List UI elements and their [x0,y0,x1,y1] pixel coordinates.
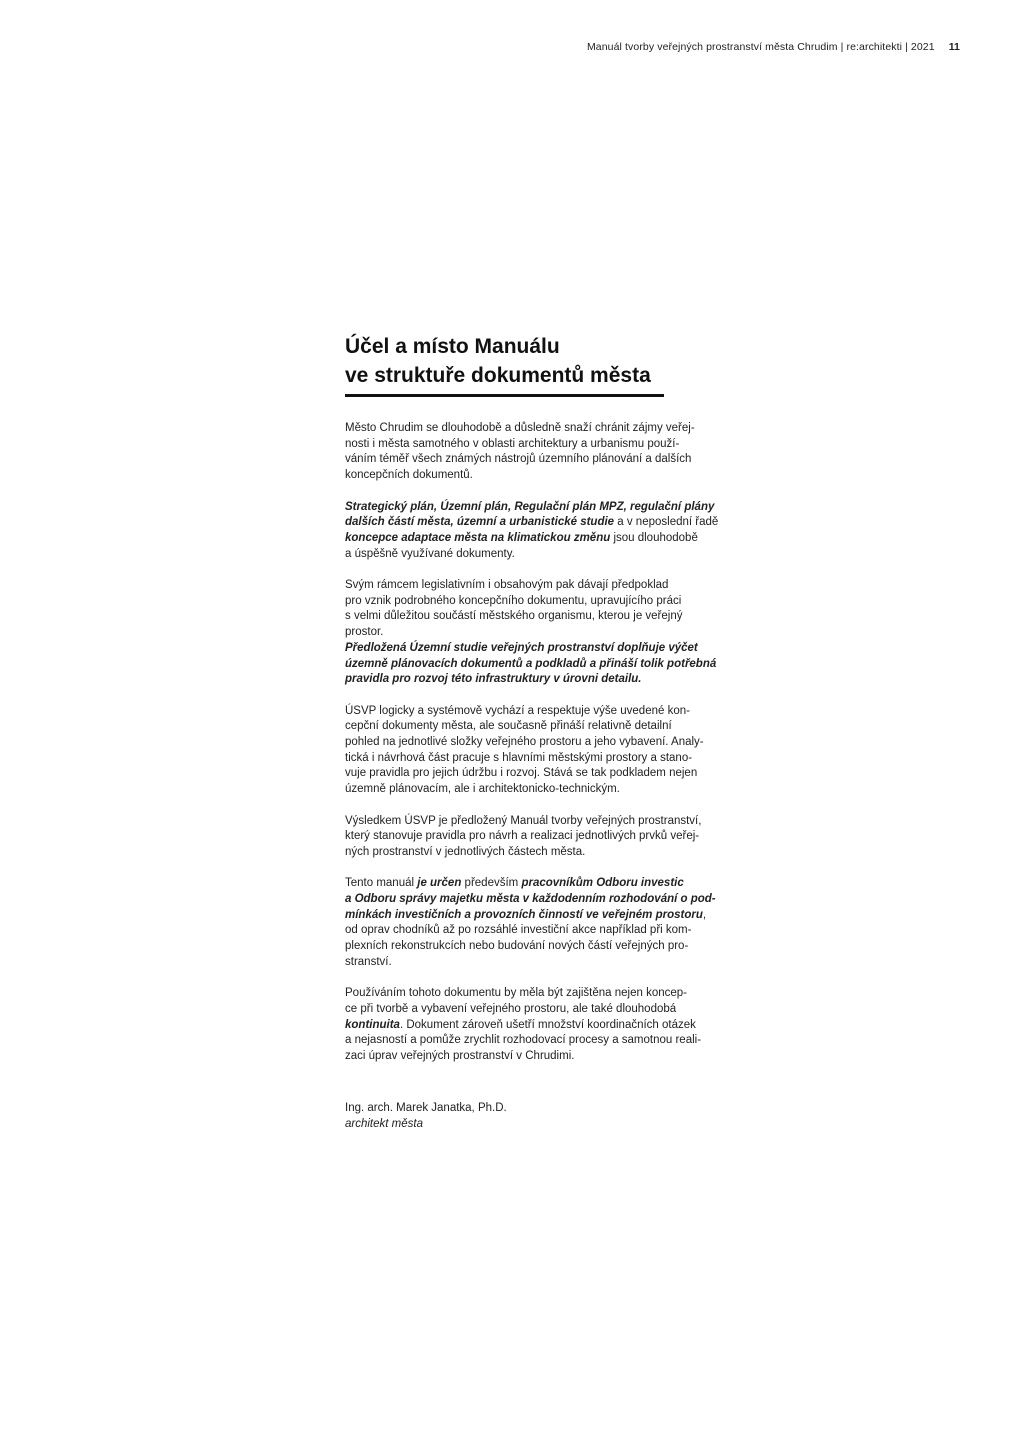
text-line: Strategický plán, Územní plán, Regulační plán MPZ, regulační plány [345,500,715,513]
title-underline [345,394,664,397]
signature-name: Ing. arch. Marek Janatka, Ph.D. [345,1102,507,1114]
paragraph-documents [345,500,745,563]
text-line: Používáním tohoto dokumentu by měla být zajištěna nejen koncep- [345,987,688,1000]
signature-role: architekt města [345,1117,423,1130]
text-line: pravidla pro rozvoj této infrastruktury v úrovni detailu. [345,673,642,686]
text-line: nosti i města samotného v oblasti architektury a urbanismu použí- [345,437,680,450]
emphasis: je určen [417,877,462,890]
text-line [345,1018,745,1034]
text-run: . Dokument zároveň ušetří množství koordinačních otázek [399,1018,696,1031]
emphasis: dalších částí města, územní a urbanistické studie [345,516,615,529]
text-line [345,515,745,531]
text-line [345,531,745,547]
paragraph-framework [345,578,745,641]
text-line: pro vznik podrobného koncepčního dokumentu, upravujícího práci [345,594,682,607]
text-run: především [461,877,522,890]
paragraph-study-emphasis [345,641,745,688]
text-line: ce při tvorbě a vybavení veřejného prostoru, ale také dlouhodobá [345,1002,677,1015]
text-line: a nejasností a pomůže zrychlit rozhodovací procesy a samotnou reali- [345,1034,702,1047]
text-run: , [702,908,707,921]
text-line: od oprav chodníků až po rozsáhlé investiční akce například při kom- [345,924,692,937]
text-line: územně plánovacích dokumentů a podkladů a přináší tolik potřebná [345,657,717,670]
text-line: vuje pravidla pro jejich údržbu i rozvoj. Stává se tak podkladem nejen [345,767,698,780]
title-line-1: Účel a místo Manuálu [345,335,560,358]
text-line: a Odboru správy majetku města v každodenním rozhodování o pod- [345,893,716,906]
text-line: tická i návrhová část pracuje s hlavními městskými prostory a stano- [345,751,693,764]
text-line: plexních rekonstrukcích nebo budování nových částí veřejných pro- [345,940,689,953]
text-run: Tento manuál [345,877,418,890]
page-number: 11 [948,41,960,53]
running-header [587,41,960,53]
emphasis: kontinuita [345,1018,400,1031]
paragraph-result [345,814,745,861]
text-line [345,908,745,924]
text-line: stranství. [345,955,392,968]
text-line: ÚSVP logicky a systémově vychází a respektuje výše uvedené kon- [345,704,690,717]
header-text: Manuál tvorby veřejných prostranství města Chrudim | re:architekti | 2021 [586,41,935,53]
text-line: prostor. [345,626,384,639]
text-line: pohled na jednotlivé složky veřejného prostoru a jeho vybavení. Analy- [345,736,704,749]
text-run: a v neposlední řadě [614,516,719,529]
emphasis: mínkách investičních a provozních činností ve veřejném prostoru [345,908,703,921]
page-title [345,332,745,390]
text-line: cepční dokumenty města, ale současně přináší relativně detailní [345,720,672,733]
signature-block [345,1101,507,1132]
text-line: koncepčních dokumentů. [345,469,473,482]
main-content [345,332,745,1080]
paragraph-usvp [345,704,745,798]
emphasis: koncepce adaptace města na klimatickou změnu [345,531,611,544]
paragraph-intro [345,421,745,484]
text-run: jsou dlouhodobě [610,531,698,544]
text-line [345,876,745,892]
title-line-2: ve struktuře dokumentů města [345,364,651,387]
text-line: zaci úprav veřejných prostranství v Chrudimi. [345,1050,575,1063]
paragraph-audience [345,876,745,970]
text-line: Svým rámcem legislativním i obsahovým pak dávají předpoklad [345,579,669,591]
emphasis: pracovníkům Odboru investic [521,877,684,890]
text-line: ných prostranství v jednotlivých částech města. [345,845,586,858]
text-line: s velmi důležitou součástí městského organismu, kterou je veřejný [345,610,683,623]
text-line: který stanovuje pravidla pro návrh a realizaci jednotlivých prvků veřej- [345,830,700,843]
text-line: Předložená Územní studie veřejných prostranství doplňuje výčet [345,641,698,654]
paragraph-continuity [345,986,745,1065]
text-line: váním téměř všech známých nástrojů územního plánování a dalších [345,453,692,466]
text-line: územně plánovacím, ale i architektonicko-technickým. [345,783,620,796]
text-line: Město Chrudim se dlouhodobě a důsledně snaží chránit zájmy veřej- [345,422,695,434]
text-line: Výsledkem ÚSVP je předložený Manuál tvorby veřejných prostranství, [345,814,702,827]
text-line: a úspěšně využívané dokumenty. [345,547,515,560]
